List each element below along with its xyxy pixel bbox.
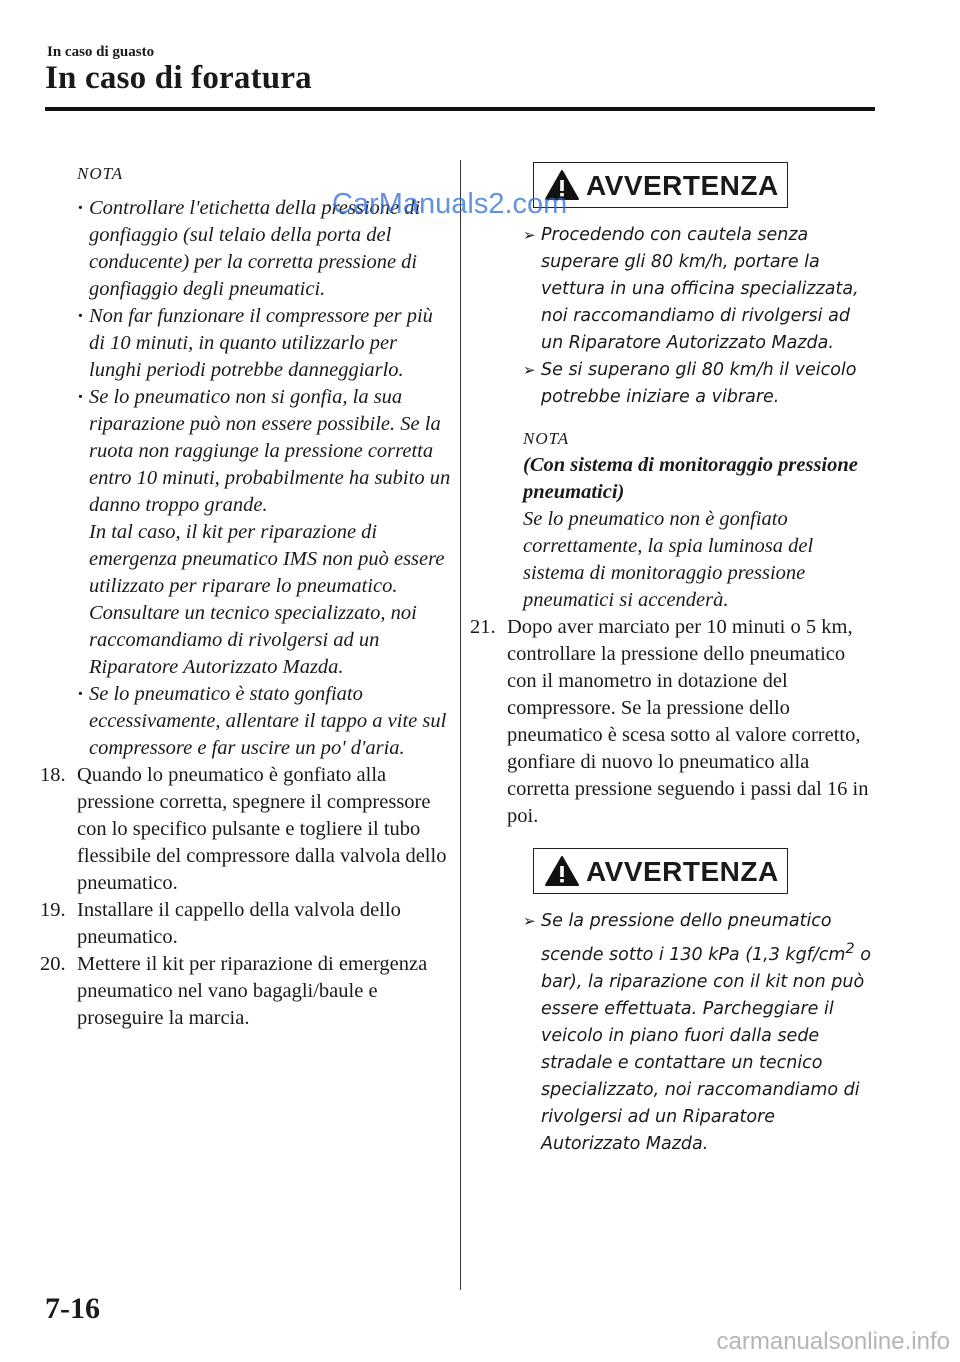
page-title: In caso di foratura (45, 60, 312, 96)
warning-box (533, 848, 788, 894)
step-item (40, 762, 451, 897)
warning-text-after: o bar), la riparazione con il kit non può essere effettuata. Parcheggiare il veicolo in piano fuori dalla sede stradale e contattare un tecnico specializzato, noi raccomandiamo di rivolgersi ad un Riparatore Autorizzato Mazda. (541, 944, 871, 1154)
warning-item (476, 908, 876, 1158)
nota-bullet-text: Se lo pneumatico non si gonfia, la sua riparazione può non essere possibile. Se la ruota non raggiunge la pressione corretta entro 10 minuti, probabilmente ha subito un danno troppo grande. (89, 386, 451, 516)
warning-label: AVVERTENZA (586, 169, 779, 201)
superscript: 2 (845, 940, 855, 957)
step-text: Installare il cappello della valvola dello pneumatico. (77, 899, 401, 948)
warning-item (476, 357, 876, 411)
nota-bullet-text: Non far funzionare il compressore per più di 10 minuti, in quanto utilizzarlo per lunghi periodi potrebbe danneggiarlo. (89, 305, 433, 381)
nota-bullet (46, 303, 451, 384)
step-number: 21. (470, 616, 496, 638)
step-list (40, 762, 451, 1032)
nota-label: NOTA (77, 164, 124, 183)
step-list (470, 614, 876, 830)
warning-list (476, 908, 876, 1158)
step-item (470, 614, 876, 830)
nota-body: Se lo pneumatico non è gonfiato correttamente, la spia luminosa del sistema di monitoraggio pressione pneumatici si accenderà. (523, 508, 814, 611)
step-text: Quando lo pneumatico è gonfiato alla pressione corretta, spegnere il compressore con lo specifico pulsante e togliere il tubo flessibile del compressore dalla valvola dello pneumatico. (77, 764, 447, 894)
warning-triangle-icon (544, 855, 580, 887)
section-label: In caso di guasto (47, 44, 155, 60)
step-number: 19. (40, 899, 66, 921)
nota-label: NOTA (523, 429, 570, 448)
nota-bullet (46, 384, 451, 681)
warning-label: AVVERTENZA (586, 855, 779, 887)
title-rule (45, 107, 875, 111)
warning-item-text: Procedendo con cautela senza superare gli 80 km/h, portare la vettura in una officina specializzata, noi raccomandiamo di rivolgersi ad un Riparatore Autorizzato Mazda. (541, 225, 859, 353)
nota-bullet-text: Controllare l'etichetta della pressione di gonfiaggio (sul telaio della porta del conducente) per la corretta pressione di gonfiaggio degli pneumatici. (89, 197, 421, 300)
watermark-bottom: carmanualsonline.info (716, 1328, 950, 1355)
left-column (40, 160, 451, 1032)
step-number: 20. (40, 953, 66, 975)
arrow-bullet-icon: ➢ (523, 226, 536, 244)
page-number: 7-16 (45, 1292, 100, 1325)
step-item (40, 897, 451, 951)
nota-bullet (46, 681, 451, 762)
step-text: Mettere il kit per riparazione di emergenza pneumatico nel vano bagagli/baule e proseguire la marcia. (77, 953, 428, 1029)
warning-text-before: Se la pressione dello pneumatico scende sotto i 130 kPa (1,3 kgf/cm (541, 911, 846, 965)
column-divider (460, 160, 461, 1290)
warning-box (533, 162, 788, 208)
step-number: 18. (40, 764, 66, 786)
nota-bullet-list (46, 195, 451, 762)
step-text: Dopo aver marciato per 10 minuti o 5 km, controllare la pressione dello pneumatico con il manometro in dotazione del compressore. Se la pressione dello pneumatico è scesa sotto al valore corretto, gonfiare di nuovo lo pneumatico alla corretta pressione seguendo i passi dal 16 in poi. (507, 616, 869, 827)
arrow-bullet-icon: ➢ (523, 912, 536, 930)
right-column (470, 160, 876, 1158)
warning-item (476, 222, 876, 357)
warning-item-text: Se si superano gli 80 km/h il veicolo potrebbe iniziare a vibrare. (541, 360, 857, 407)
step-item (40, 951, 451, 1032)
nota-bullet-text: Se lo pneumatico è stato gonfiato eccessivamente, allentare il tappo a vite sul compressore e far uscire un po' d'aria. (89, 683, 447, 759)
warning-list (476, 222, 876, 411)
nota-bullet-extra: In tal caso, il kit per riparazione di emergenza pneumatico IMS non può essere utilizzato per riparare lo pneumatico. Consultare un tecnico specializzato, noi raccomandiamo di rivolgersi ad un Riparatore Autorizzato Mazda. (89, 521, 445, 678)
watermark-top: CarManuals2.com (332, 188, 568, 220)
arrow-bullet-icon: ➢ (523, 361, 536, 379)
nota-heading: (Con sistema di monitoraggio pressione pneumatici) (523, 454, 858, 503)
